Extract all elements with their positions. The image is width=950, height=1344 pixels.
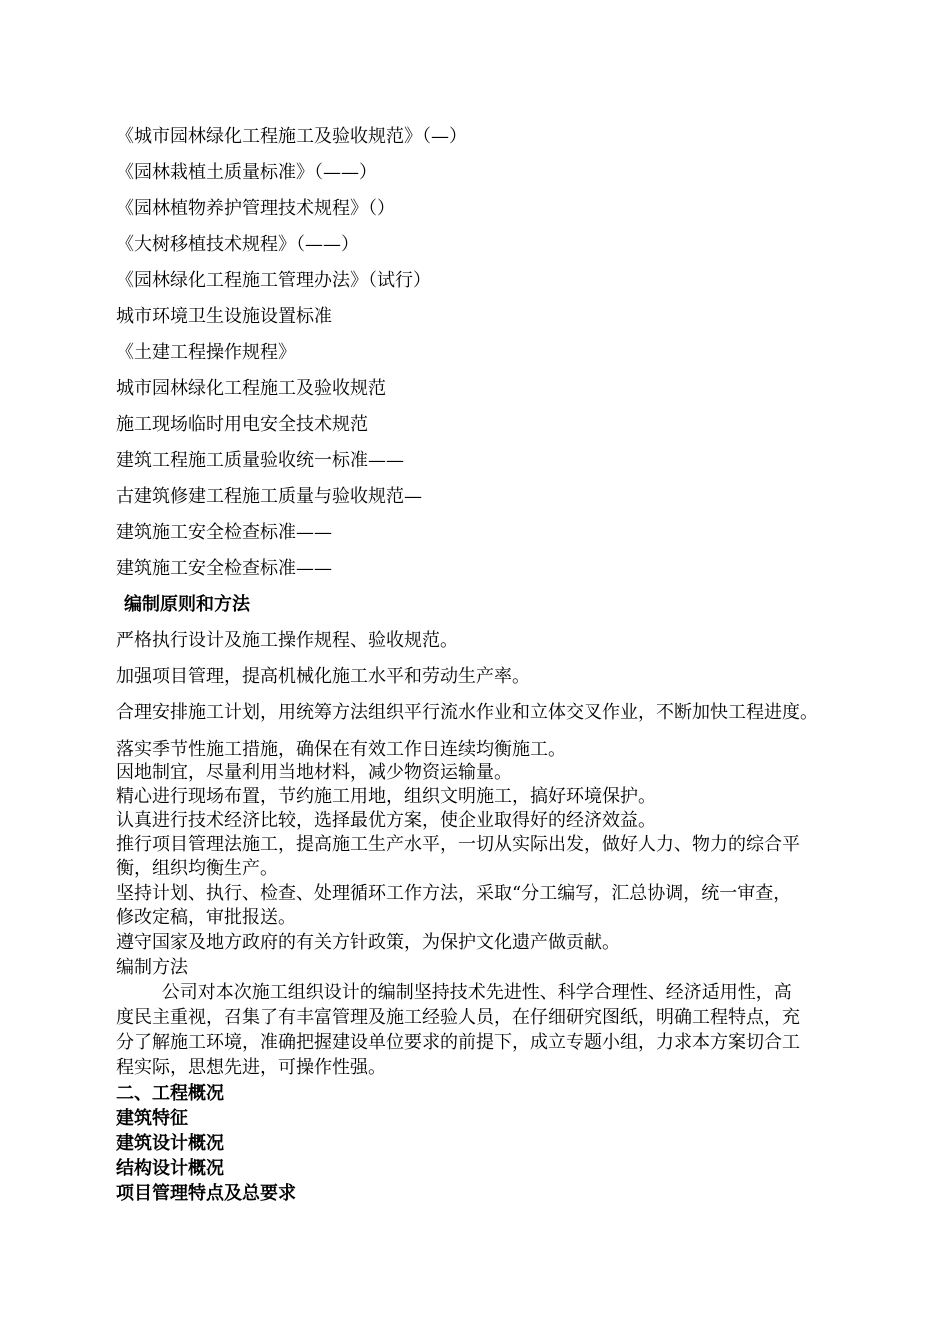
standard-item: 建筑施工安全检查标准—— xyxy=(116,522,332,543)
principle-item-continued: 衡，组织均衡生产。 xyxy=(116,858,278,879)
principle-item: 严格执行设计及施工操作规程、验收规范。 xyxy=(116,630,458,651)
standard-item: 《园林植物养护管理技术规程》（） xyxy=(116,198,395,219)
principle-item: 推行项目管理法施工，提高施工生产水平，一切从实际出发，做好人力、物力的综合平 xyxy=(116,834,800,855)
method-paragraph-line: 度民主重视，召集了有丰富管理及施工经验人员，在仔细研究图纸，明确工程特点，充 xyxy=(116,1007,800,1028)
standard-item: 《土建工程操作规程》 xyxy=(116,342,296,363)
method-paragraph-line: 程实际，思想先进，可操作性强。 xyxy=(116,1057,386,1078)
standard-item: 《园林绿化工程施工管理办法》（试行） xyxy=(116,270,431,291)
standard-item: 《大树移植技术规程》（——） xyxy=(116,234,359,255)
method-heading: 编制方法 xyxy=(116,957,188,978)
standard-item: 建筑施工安全检查标准—— xyxy=(116,558,332,579)
principle-item: 认真进行技术经济比较，选择最优方案，使企业取得好的经济效益。 xyxy=(116,810,656,831)
standard-item: 《园林栽植土质量标准》（——） xyxy=(116,162,377,183)
principle-item: 因地制宜，尽量利用当地材料，减少物资运输量。 xyxy=(116,762,512,783)
section-heading: 项目管理特点及总要求 xyxy=(116,1183,296,1204)
section-heading: 结构设计概况 xyxy=(116,1158,224,1179)
method-paragraph-line: 公司对本次施工组织设计的编制坚持技术先进性、科学合理性、经济适用性，高 xyxy=(116,982,792,1003)
principle-item: 坚持计划、执行、检查、处理循环工作方法，采取“分工编写，汇总协调，统一审查， xyxy=(116,883,792,904)
principle-item: 加强项目管理，提高机械化施工水平和劳动生产率。 xyxy=(116,666,530,687)
standard-item: 城市环境卫生设施设置标准 xyxy=(116,306,332,327)
principles-heading: 编制原则和方法 xyxy=(124,594,250,615)
method-paragraph-line: 分了解施工环境，准确把握建设单位要求的前提下，成立专题小组，力求本方案切合工 xyxy=(116,1032,800,1053)
standard-item: 施工现场临时用电安全技术规范 xyxy=(116,414,368,435)
standard-item: 建筑工程施工质量验收统一标准—— xyxy=(116,450,404,471)
standard-item: 古建筑修建工程施工质量与验收规范— xyxy=(116,486,422,507)
standard-item: 城市园林绿化工程施工及验收规范 xyxy=(116,378,386,399)
section-heading: 建筑设计概况 xyxy=(116,1133,224,1154)
standard-item: 《城市园林绿化工程施工及验收规范》（—） xyxy=(116,126,467,147)
principle-item-continued: 修改定稿，审批报送。 xyxy=(116,907,296,928)
principle-item: 精心进行现场布置，节约施工用地，组织文明施工，搞好环境保护。 xyxy=(116,786,656,807)
principle-item: 落实季节性施工措施，确保在有效工作日连续均衡施工。 xyxy=(116,739,566,760)
section-heading-overview: 二、工程概况 xyxy=(116,1083,224,1104)
principle-item: 合理安排施工计划，用统筹方法组织平行流水作业和立体交叉作业，不断加快工程进度。 xyxy=(116,702,818,723)
section-heading: 建筑特征 xyxy=(116,1108,188,1129)
principle-item: 遵守国家及地方政府的有关方针政策，为保护文化遗产做贡献。 xyxy=(116,932,620,953)
